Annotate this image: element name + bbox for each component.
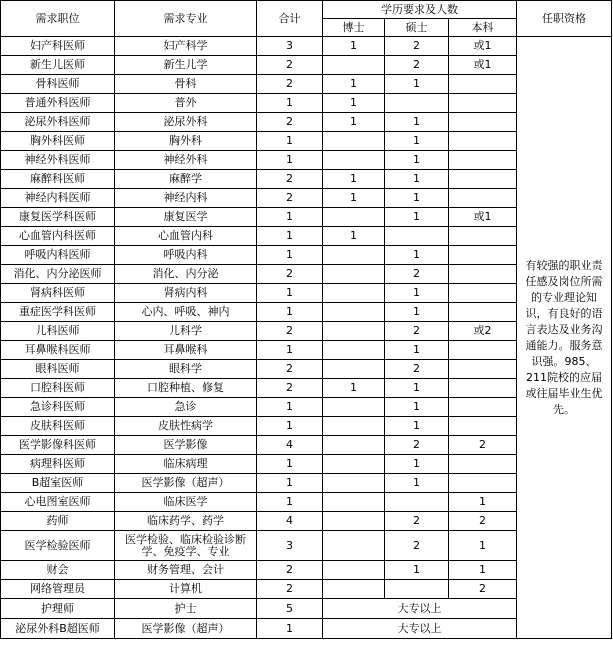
bachelor-cell: 2: [449, 512, 517, 531]
phd-cell: 1: [323, 94, 385, 113]
major-cell: 麻醉学: [115, 170, 257, 189]
total-cell: 1: [257, 94, 323, 113]
total-cell: 2: [257, 56, 323, 75]
position-cell: 网络管理员: [1, 580, 115, 599]
phd-cell: [323, 512, 385, 531]
header-edu-group: 学历要求及人数: [323, 1, 517, 19]
total-cell: 1: [257, 417, 323, 436]
table-body: [1, 37, 612, 639]
total-cell: 5: [257, 599, 323, 619]
bachelor-cell: [449, 265, 517, 284]
position-cell: 护理师: [1, 599, 115, 619]
header-row-1: [1, 1, 612, 19]
major-cell: 神经内科: [115, 189, 257, 208]
total-cell: 1: [257, 341, 323, 360]
major-cell: 新生儿学: [115, 56, 257, 75]
position-cell: 心电图室医师: [1, 493, 115, 512]
phd-cell: [323, 436, 385, 455]
phd-cell: 1: [323, 227, 385, 246]
total-cell: 2: [257, 265, 323, 284]
phd-cell: [323, 493, 385, 512]
total-cell: 1: [257, 398, 323, 417]
bachelor-cell: 或1: [449, 37, 517, 56]
major-cell: 泌尿外科: [115, 113, 257, 132]
master-cell: 2: [385, 512, 449, 531]
header-master: 硕士: [385, 19, 449, 37]
position-cell: 心血管内科医师: [1, 227, 115, 246]
header-phd: 博士: [323, 19, 385, 37]
major-cell: 耳鼻喉科: [115, 341, 257, 360]
major-cell: 医学影像（超声）: [115, 474, 257, 493]
master-cell: 1: [385, 246, 449, 265]
phd-cell: [323, 132, 385, 151]
major-cell: 普外: [115, 94, 257, 113]
bachelor-cell: 1: [449, 561, 517, 580]
phd-cell: [323, 474, 385, 493]
master-cell: 1: [385, 113, 449, 132]
master-cell: 2: [385, 37, 449, 56]
total-cell: 3: [257, 531, 323, 561]
major-cell: 眼科学: [115, 360, 257, 379]
bachelor-cell: [449, 227, 517, 246]
total-cell: 2: [257, 75, 323, 94]
master-cell: 1: [385, 208, 449, 227]
bachelor-cell: [449, 398, 517, 417]
position-cell: 皮肤科医师: [1, 417, 115, 436]
master-cell: 1: [385, 455, 449, 474]
major-cell: 计算机: [115, 580, 257, 599]
major-cell: 呼吸内科: [115, 246, 257, 265]
total-cell: 1: [257, 246, 323, 265]
phd-cell: 1: [323, 189, 385, 208]
bachelor-cell: 2: [449, 580, 517, 599]
total-cell: 2: [257, 360, 323, 379]
total-cell: 2: [257, 580, 323, 599]
master-cell: 1: [385, 151, 449, 170]
position-cell: 耳鼻喉科医师: [1, 341, 115, 360]
phd-cell: [323, 531, 385, 561]
bachelor-cell: 1: [449, 493, 517, 512]
edu-merged-cell: 大专以上: [323, 619, 517, 639]
phd-cell: [323, 455, 385, 474]
phd-cell: [323, 265, 385, 284]
bachelor-cell: [449, 455, 517, 474]
phd-cell: 1: [323, 75, 385, 94]
bachelor-cell: [449, 132, 517, 151]
position-cell: 康复医学科医师: [1, 208, 115, 227]
position-cell: 泌尿外科医师: [1, 113, 115, 132]
master-cell: 1: [385, 170, 449, 189]
phd-cell: 1: [323, 170, 385, 189]
major-cell: 肾病内科: [115, 284, 257, 303]
phd-cell: [323, 580, 385, 599]
qualification-cell: 有较强的职业责任感及岗位所需的专业理论知识，有良好的语言表达及业务沟通能力。服务意识强。985、211院校的应届或往届毕业生优先。: [517, 37, 612, 639]
phd-cell: [323, 284, 385, 303]
bachelor-cell: [449, 113, 517, 132]
phd-cell: [323, 561, 385, 580]
position-cell: 呼吸内科医师: [1, 246, 115, 265]
major-cell: 口腔种植、修复: [115, 379, 257, 398]
position-cell: 医学检验医师: [1, 531, 115, 561]
bachelor-cell: [449, 303, 517, 322]
total-cell: 4: [257, 512, 323, 531]
position-cell: 消化、内分泌医师: [1, 265, 115, 284]
bachelor-cell: [449, 341, 517, 360]
master-cell: 2: [385, 531, 449, 561]
position-cell: 药师: [1, 512, 115, 531]
master-cell: 2: [385, 56, 449, 75]
major-cell: 胸外科: [115, 132, 257, 151]
bachelor-cell: [449, 151, 517, 170]
phd-cell: 1: [323, 113, 385, 132]
position-cell: 儿科医师: [1, 322, 115, 341]
master-cell: 1: [385, 132, 449, 151]
position-cell: 神经外科医师: [1, 151, 115, 170]
header-major: 需求专业: [115, 1, 257, 37]
position-cell: 普通外科医师: [1, 94, 115, 113]
phd-cell: [323, 56, 385, 75]
phd-cell: [323, 151, 385, 170]
master-cell: 2: [385, 265, 449, 284]
bachelor-cell: 或1: [449, 56, 517, 75]
total-cell: 1: [257, 284, 323, 303]
position-cell: 财会: [1, 561, 115, 580]
position-cell: 骨科医师: [1, 75, 115, 94]
master-cell: 1: [385, 417, 449, 436]
position-cell: 急诊科医师: [1, 398, 115, 417]
bachelor-cell: [449, 284, 517, 303]
master-cell: 1: [385, 284, 449, 303]
bachelor-cell: [449, 75, 517, 94]
major-cell: 护士: [115, 599, 257, 619]
major-cell: 临床药学、药学: [115, 512, 257, 531]
header-bachelor: 本科: [449, 19, 517, 37]
total-cell: 1: [257, 227, 323, 246]
total-cell: 1: [257, 151, 323, 170]
total-cell: 3: [257, 37, 323, 56]
master-cell: [385, 94, 449, 113]
position-cell: 医学影像科医师: [1, 436, 115, 455]
total-cell: 1: [257, 132, 323, 151]
master-cell: 2: [385, 322, 449, 341]
position-cell: 眼科医师: [1, 360, 115, 379]
major-cell: 心内、呼吸、神内: [115, 303, 257, 322]
major-cell: 心血管内科: [115, 227, 257, 246]
position-cell: 新生儿医师: [1, 56, 115, 75]
bachelor-cell: 2: [449, 436, 517, 455]
bachelor-cell: [449, 189, 517, 208]
position-cell: 神经内科医师: [1, 189, 115, 208]
major-cell: 急诊: [115, 398, 257, 417]
phd-cell: [323, 341, 385, 360]
position-cell: 麻醉科医师: [1, 170, 115, 189]
master-cell: [385, 227, 449, 246]
position-cell: 肾病科医师: [1, 284, 115, 303]
phd-cell: [323, 208, 385, 227]
position-cell: 泌尿外科B超医师: [1, 619, 115, 639]
bachelor-cell: [449, 94, 517, 113]
position-cell: 妇产科医师: [1, 37, 115, 56]
master-cell: 1: [385, 398, 449, 417]
major-cell: 儿科学: [115, 322, 257, 341]
phd-cell: 1: [323, 37, 385, 56]
header-position: 需求职位: [1, 1, 115, 37]
bachelor-cell: [449, 246, 517, 265]
master-cell: 1: [385, 341, 449, 360]
major-cell: 临床医学: [115, 493, 257, 512]
major-cell: 医学检验、临床检验诊断学、免疫学、专业: [115, 531, 257, 561]
total-cell: 1: [257, 303, 323, 322]
total-cell: 1: [257, 493, 323, 512]
master-cell: 2: [385, 436, 449, 455]
major-cell: 骨科: [115, 75, 257, 94]
master-cell: 1: [385, 303, 449, 322]
bachelor-cell: [449, 474, 517, 493]
master-cell: 1: [385, 189, 449, 208]
bachelor-cell: [449, 360, 517, 379]
total-cell: 1: [257, 474, 323, 493]
phd-cell: [323, 398, 385, 417]
total-cell: 4: [257, 436, 323, 455]
master-cell: 1: [385, 474, 449, 493]
major-cell: 医学影像: [115, 436, 257, 455]
phd-cell: [323, 303, 385, 322]
bachelor-cell: [449, 417, 517, 436]
position-cell: B超室医师: [1, 474, 115, 493]
master-cell: [385, 580, 449, 599]
table-row: [1, 37, 612, 56]
position-cell: 胸外科医师: [1, 132, 115, 151]
master-cell: 1: [385, 561, 449, 580]
master-cell: 1: [385, 75, 449, 94]
major-cell: 财务管理、会计: [115, 561, 257, 580]
header-qualification: 任职资格: [517, 1, 612, 37]
total-cell: 1: [257, 208, 323, 227]
bachelor-cell: [449, 170, 517, 189]
master-cell: 1: [385, 379, 449, 398]
phd-cell: [323, 246, 385, 265]
position-cell: 重症医学科医师: [1, 303, 115, 322]
bachelor-cell: 1: [449, 531, 517, 561]
master-cell: 2: [385, 360, 449, 379]
edu-merged-cell: 大专以上: [323, 599, 517, 619]
header-total: 合计: [257, 1, 323, 37]
total-cell: 2: [257, 561, 323, 580]
total-cell: 2: [257, 170, 323, 189]
position-cell: 病理科医师: [1, 455, 115, 474]
major-cell: 消化、内分泌: [115, 265, 257, 284]
major-cell: 临床病理: [115, 455, 257, 474]
major-cell: 神经外科: [115, 151, 257, 170]
major-cell: 妇产科学: [115, 37, 257, 56]
phd-cell: [323, 417, 385, 436]
major-cell: 康复医学: [115, 208, 257, 227]
total-cell: 2: [257, 113, 323, 132]
total-cell: 1: [257, 619, 323, 639]
master-cell: [385, 493, 449, 512]
total-cell: 2: [257, 379, 323, 398]
major-cell: 医学影像（超声）: [115, 619, 257, 639]
phd-cell: 1: [323, 379, 385, 398]
bachelor-cell: 或2: [449, 322, 517, 341]
total-cell: 1: [257, 455, 323, 474]
bachelor-cell: [449, 379, 517, 398]
phd-cell: [323, 360, 385, 379]
total-cell: 2: [257, 189, 323, 208]
total-cell: 2: [257, 322, 323, 341]
position-cell: 口腔科医师: [1, 379, 115, 398]
bachelor-cell: 或1: [449, 208, 517, 227]
major-cell: 皮肤性病学: [115, 417, 257, 436]
phd-cell: [323, 322, 385, 341]
